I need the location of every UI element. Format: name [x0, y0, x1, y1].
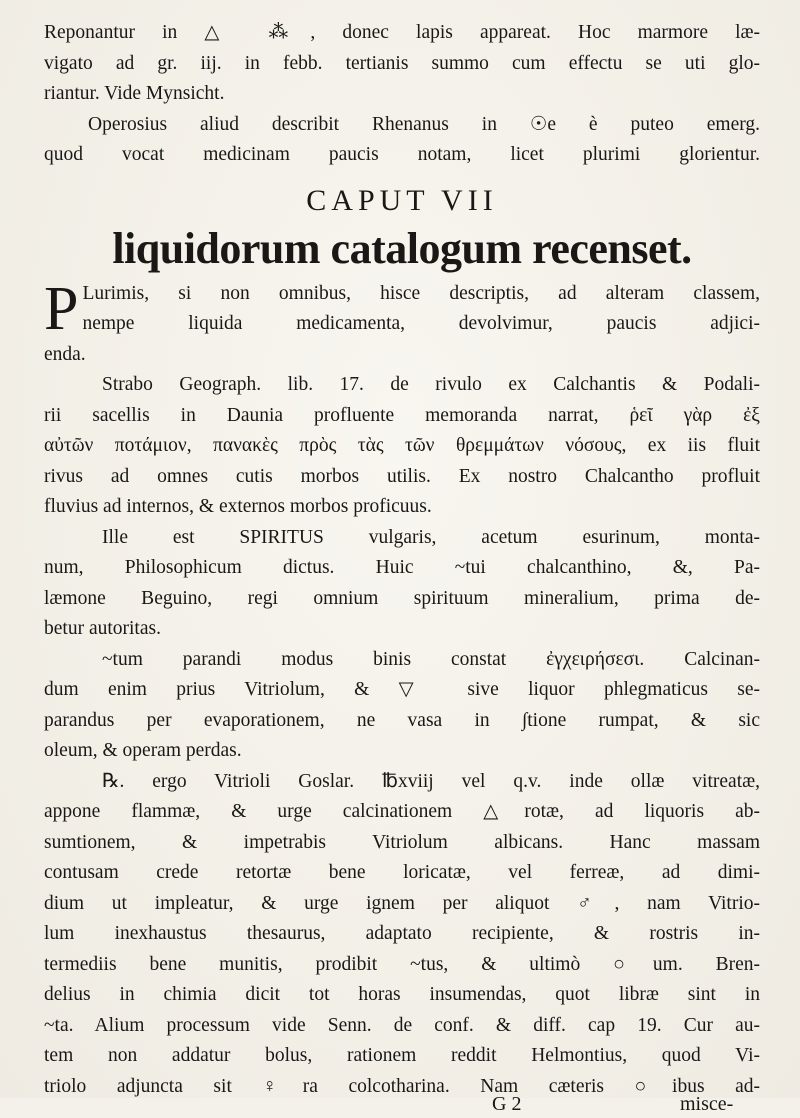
text-line: rivus ad omnes cutis morbos utilis. Ex nostro Chalcantho profluit [44, 465, 760, 487]
chapter-number: CAPUT VII [306, 183, 498, 217]
text-line: Reponantur in △ ⁂, donec lapis appareat. Hoc marmore læ- [44, 22, 760, 43]
text-line: Strabo Geograph. lib. 17. de rivulo ex Calchantis & Podali- [102, 374, 760, 395]
text-line: ℞. ergo Vitrioli Goslar. ℔xviij vel q.v. inde ollæ vitreatæ, [102, 770, 760, 792]
text-line: Lurimis, si non omnibus, hisce descriptis, ad alteram classem, [82, 282, 760, 304]
text-line: delius in chimia dicit tot horas insumendas, quot libræ sint in [44, 984, 760, 1005]
text-line: αὐτῶν ποτάμιον, πανακὲς πρὸς τὰς τῶν θρεμμάτων νόσους, ex iis fluit [44, 435, 760, 456]
text-line: ~ta. Alium processum vide Senn. de conf. & diff. cap 19. Cur au- [44, 1014, 760, 1036]
strabo-paragraph [44, 370, 760, 523]
text-line: riantur. Vide Mynsicht. [44, 83, 225, 104]
top-paragraph [44, 18, 760, 171]
signature-mark: G 2 [492, 1093, 522, 1115]
catchword: misce- [680, 1093, 734, 1115]
text-line: sumtionem, & impetrabis Vitriolum albicans. Hanc massam [44, 831, 760, 853]
text-line: contusam crede retortæ bene loricatæ, vel ferreæ, ad dimi- [44, 862, 760, 883]
text-line: dium ut impleatur, & urge ignem per aliquot ♂, nam Vitrio- [44, 892, 760, 914]
text-line: parandus per evaporationem, ne vasa in ∫tione rumpat, & sic [44, 709, 760, 731]
opening-paragraph [44, 274, 760, 371]
preparation-paragraph [44, 645, 760, 767]
text-line: ~tum parandi modus binis constat ἐγχειρήσεσι. Calcinan- [102, 648, 760, 670]
text-line: læmone Beguino, regi omnium spirituum mineralium, prima de- [44, 587, 760, 609]
text-line: oleum, & operam perdas. [44, 740, 242, 761]
text-line: rii sacellis in Daunia profluente memoranda narrat, ῥεῖ γὰρ ἐξ [44, 404, 760, 426]
text-line: dum enim prius Vitriolum, & ▽ sive liquor phlegmaticus se- [44, 679, 760, 700]
text-line: appone flammæ, & urge calcinationem △rotæ, ad liquoris ab- [44, 801, 760, 822]
text-line: triolo adjuncta sit ♀ra colcotharina. Nam cæteris ○ibus ad- [44, 1075, 760, 1097]
spiritus-paragraph [44, 523, 760, 645]
text-line: fluvius ad internos, & externos morbos proficuus. [44, 496, 432, 517]
recipe-paragraph [44, 767, 760, 1103]
chapter-title: liquidorum catalogum recenset. [112, 223, 692, 273]
text-line: termediis bene munitis, prodibit ~tus, & ultimò ○um. Bren- [44, 953, 760, 975]
text-line: tem non addatur bolus, rationem reddit Helmontius, quod Vi- [44, 1045, 760, 1066]
text-line: Ille est SPIRITUS vulgaris, acetum esurinum, monta- [102, 526, 760, 548]
text-line: betur autoritas. [44, 618, 161, 639]
text-line: enda. [44, 343, 86, 365]
text-line: vigato ad gr. iij. in febb. tertianis summo cum effectu se uti glo- [44, 52, 760, 74]
drop-cap: P [44, 274, 79, 343]
text-line: Operosius aliud describit Rhenanus in ☉e è puteo emerg. [88, 113, 760, 135]
text-line: num, Philosophicum dictus. Huic ~tui chalcanthino, &, Pa- [44, 557, 760, 578]
text-line: lum inexhaustus thesaurus, adaptato recipiente, & rostris in- [44, 923, 760, 944]
text-line: quod vocat medicinam paucis notam, licet plurimi glorientur. [44, 144, 760, 165]
text-line: nempe liquida medicamenta, devolvimur, paucis adjici- [82, 313, 760, 334]
